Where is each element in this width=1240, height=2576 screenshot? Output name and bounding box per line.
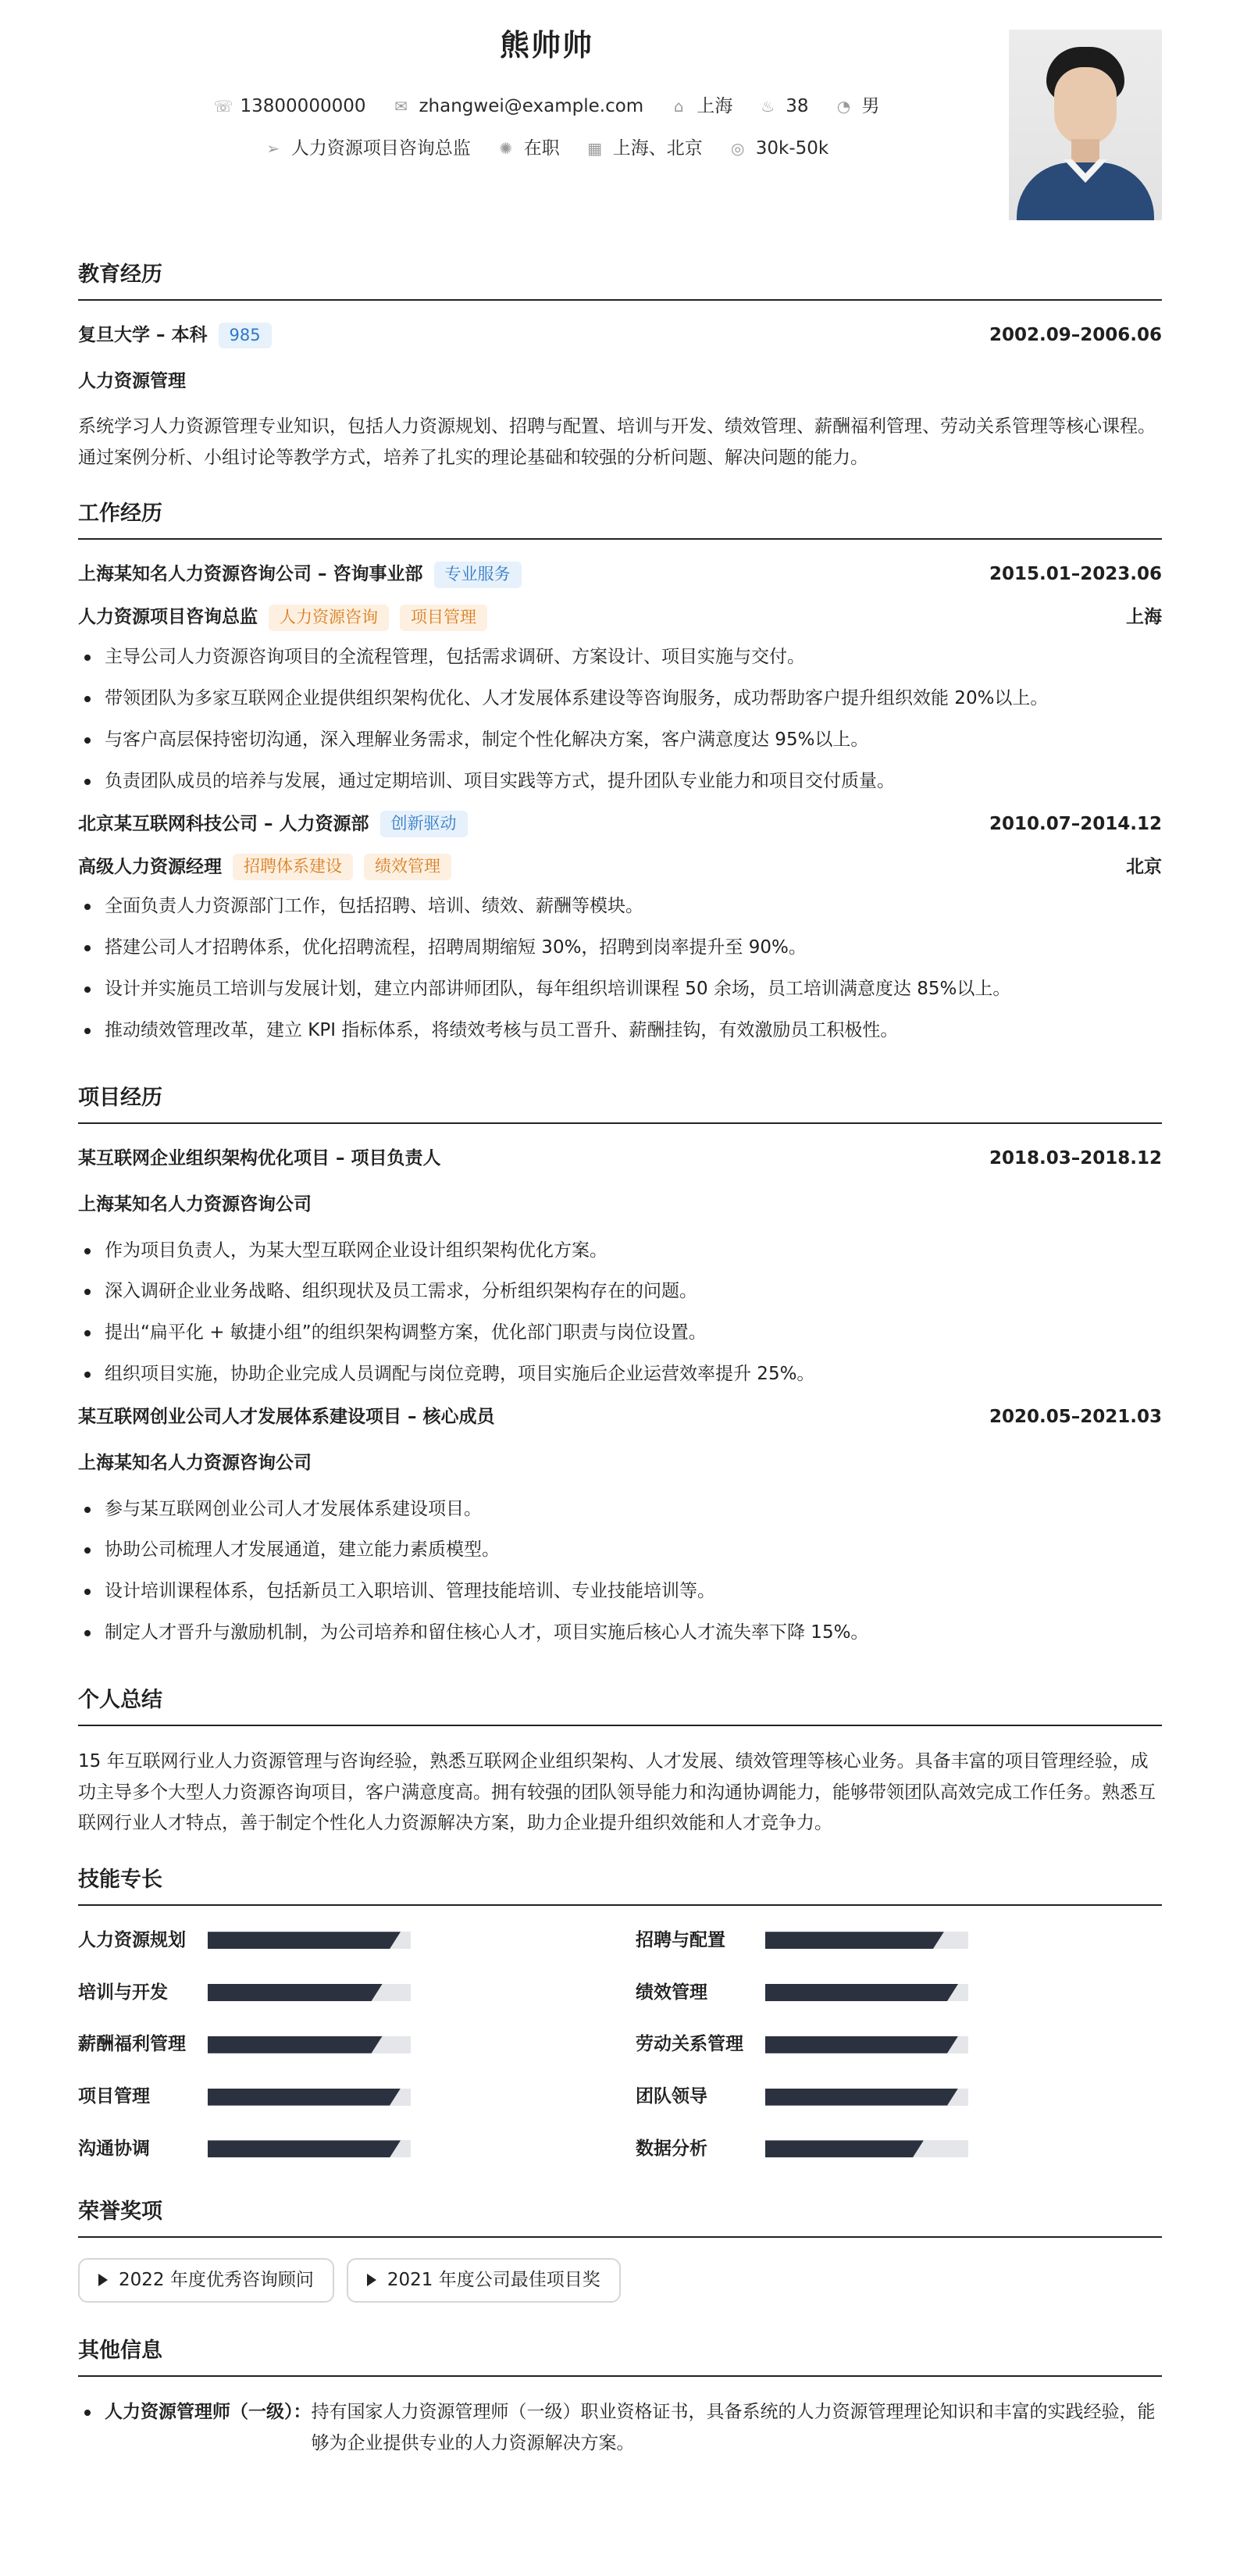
skill-bar-fill	[765, 1932, 944, 1949]
other-info-item	[78, 2397, 1162, 2459]
skill-bar	[208, 1932, 411, 1949]
job-role-tag: 招聘体系建设	[233, 854, 353, 880]
skill-item	[636, 1978, 1162, 2007]
status-text: 在职	[523, 138, 560, 159]
cake-icon: ♨	[761, 97, 775, 116]
job-bullet: 设计并实施员工培训与发展计划，建立内部讲师团队，每年组织培训课程 50 余场，员工培训满意度达 85%以上。	[78, 975, 1162, 1004]
job-role-tag: 绩效管理	[364, 854, 451, 880]
target-city-text: 上海、北京	[612, 138, 703, 159]
resume-header	[78, 0, 1162, 234]
projects-section	[78, 1081, 1162, 1647]
summary-section	[78, 1683, 1162, 1839]
project-bullets	[78, 1236, 1162, 1389]
project-date: 2018.03–2018.12	[989, 1147, 1162, 1168]
projects-list	[78, 1144, 1162, 1647]
education-row	[78, 321, 1162, 350]
awards-list	[78, 2258, 1162, 2303]
job-company-row	[78, 560, 1162, 589]
skill-bar-fill	[765, 1984, 958, 2001]
play-icon	[367, 2274, 376, 2286]
position-info	[265, 134, 471, 163]
skill-item	[636, 2135, 1162, 2164]
contact-line-2	[78, 134, 1015, 163]
email-info	[392, 92, 643, 121]
position-text: 人力资源项目咨询总监	[290, 138, 471, 159]
skill-name: 劳动关系管理	[636, 2034, 743, 2055]
project-bullet: 组织项目实施，协助企业完成人员调配与岗位竞聘，项目实施后企业运营效率提升 25%。	[78, 1360, 1162, 1389]
skills-section	[78, 1863, 1162, 2164]
project-bullets	[78, 1495, 1162, 1647]
skill-bar	[208, 2140, 411, 2157]
skill-bar-fill	[208, 2140, 401, 2157]
skill-bar-fill	[208, 2089, 401, 2106]
project-row	[78, 1144, 1162, 1173]
skill-bar-fill	[765, 2140, 924, 2157]
other-info-text: 持有国家人力资源管理师（一级）职业资格证书，具备系统的人力资源管理理论知识和丰富的实践经验，能够为企业提供专业的人力资源解决方案。	[311, 2401, 1156, 2453]
job-date: 2015.01–2023.06	[989, 564, 1162, 585]
city-text: 上海	[697, 96, 733, 116]
skill-bar	[765, 1932, 968, 1949]
job-bullets	[78, 643, 1162, 795]
job-location: 上海	[1126, 607, 1162, 628]
job-role-tag: 项目管理	[400, 605, 487, 631]
send-icon: ➢	[266, 139, 280, 159]
job-role: 高级人力资源经理	[78, 856, 222, 877]
job-bullet: 与客户高层保持密切沟通，深入理解业务需求，制定个性化解决方案，客户满意度达 95%以上。	[78, 726, 1162, 755]
skill-bar-fill	[765, 2036, 958, 2053]
job-bullet: 全面负责人力资源部门工作，包括招聘、培训、绩效、薪酬等模块。	[78, 892, 1162, 921]
projects-title: 项目经历	[78, 1081, 1162, 1124]
city-info	[670, 92, 732, 121]
job-role-group	[78, 853, 451, 882]
job-role: 人力资源项目咨询总监	[78, 607, 258, 628]
education-major: 人力资源管理	[78, 371, 186, 392]
skill-name: 绩效管理	[636, 1982, 707, 2003]
project-entry	[78, 1403, 1162, 1647]
job-company-tag: 专业服务	[434, 562, 522, 588]
job-company-group	[78, 560, 522, 589]
skill-item	[636, 2082, 1162, 2111]
project-org: 上海某知名人力资源咨询公司	[78, 1452, 312, 1473]
project-bullet: 制定人才晋升与激励机制，为公司培养和留住核心人才，项目实施后核心人才流失率下降 15%。	[78, 1618, 1162, 1647]
project-bullet: 提出“扁平化 + 敏捷小组”的组织架构调整方案，优化部门职责与岗位设置。	[78, 1318, 1162, 1347]
skill-bar-fill	[208, 1984, 383, 2001]
skills-grid	[78, 1926, 1162, 2164]
job-company-row	[78, 809, 1162, 838]
project-name: 某互联网企业组织架构优化项目 – 项目负责人	[78, 1147, 441, 1168]
summary-text: 15 年互联网行业人力资源管理与咨询经验，熟悉互联网企业组织架构、人才发展、绩效管理等核心业务。具备丰富的项目管理经验，成功主导多个大型人力资源咨询项目，客户满意度高。拥有较强的团队领导能力和沟通协调能力，能够带领团队高效完成工作任务。熟悉互联网行业人才特点，善于制定个性化人力资源解决方案，助力企业提升组织效能和人才竞争力。	[78, 1750, 1156, 1834]
education-section	[78, 258, 1162, 473]
skill-bar	[765, 1984, 968, 2001]
skill-name: 沟通协调	[78, 2139, 150, 2159]
status-icon: ✺	[499, 139, 513, 159]
skill-bar-fill	[765, 2089, 958, 2106]
skill-bar	[208, 2036, 411, 2053]
job-bullet: 主导公司人力资源咨询项目的全流程管理，包括需求调研、方案设计、项目实施与交付。	[78, 643, 1162, 672]
project-date: 2020.05–2021.03	[989, 1406, 1162, 1427]
skill-bar	[765, 2140, 968, 2157]
skill-item	[636, 2030, 1162, 2059]
contact-line-1	[78, 92, 1015, 121]
project-entry	[78, 1144, 1162, 1389]
project-bullet: 设计培训课程体系，包括新员工入职培训、管理技能培训、专业技能培训等。	[78, 1577, 1162, 1606]
awards-title: 荣誉奖项	[78, 2195, 1162, 2238]
phone-icon: ☏	[213, 97, 233, 116]
project-bullet: 协助公司梳理人才发展通道，建立能力素质模型。	[78, 1536, 1162, 1565]
job-bullet: 推动绩效管理改革，建立 KPI 指标体系，将绩效考核与员工晋升、薪酬挂钩，有效激励员工积极性。	[78, 1016, 1162, 1045]
school-name: 复旦大学 – 本科	[78, 325, 208, 346]
skill-item	[78, 1978, 604, 2007]
avatar	[1009, 30, 1162, 220]
education-date: 2002.09–2006.06	[989, 325, 1162, 346]
skill-bar	[765, 2089, 968, 2106]
age-text: 38	[786, 96, 809, 116]
gender-icon: ◔	[836, 97, 851, 116]
coin-icon: ◎	[731, 139, 745, 159]
job-bullet: 负责团队成员的培养与发展，通过定期培训、项目实践等方式，提升团队专业能力和项目交付质量。	[78, 767, 1162, 796]
job-role-tag: 人力资源咨询	[269, 605, 389, 631]
target-city-info	[586, 134, 703, 163]
job-bullets	[78, 892, 1162, 1044]
gender-text: 男	[861, 96, 880, 116]
skill-bar	[765, 2036, 968, 2053]
job-role-group	[78, 603, 487, 632]
jobs-list	[78, 560, 1162, 1044]
skill-name: 人力资源规划	[78, 1929, 186, 1950]
mail-icon: ✉	[394, 97, 408, 116]
email-text: zhangwei@example.com	[419, 96, 644, 116]
salary-info	[729, 134, 828, 163]
skills-title: 技能专长	[78, 1863, 1162, 1906]
skill-item	[78, 1926, 604, 1955]
phone-text: 13800000000	[240, 96, 366, 116]
job-company: 北京某互联网科技公司 – 人力资源部	[78, 813, 369, 834]
skill-item	[78, 2082, 604, 2111]
awards-section	[78, 2195, 1162, 2303]
age-info	[759, 92, 808, 121]
skill-item	[636, 1926, 1162, 1955]
job-company-group	[78, 810, 468, 839]
play-icon	[98, 2274, 108, 2286]
job-bullet: 搭建公司人才招聘体系，优化招聘流程，招聘周期缩短 30%，招聘到岗率提升至 90%。	[78, 933, 1162, 962]
skill-name: 团队领导	[636, 2086, 707, 2107]
project-org: 上海某知名人力资源咨询公司	[78, 1193, 312, 1215]
project-bullet: 参与某互联网创业公司人才发展体系建设项目。	[78, 1495, 1162, 1524]
job-role-row	[78, 852, 1162, 881]
job-location: 北京	[1126, 856, 1162, 877]
job-entry	[78, 560, 1162, 795]
award-label: 2022 年度优秀咨询顾问	[119, 2269, 314, 2290]
skill-name: 项目管理	[78, 2086, 150, 2107]
project-bullet: 作为项目负责人，为某大型互联网企业设计组织架构优化方案。	[78, 1236, 1162, 1265]
job-entry	[78, 809, 1162, 1044]
status-info	[497, 134, 560, 163]
skill-name: 招聘与配置	[636, 1929, 725, 1950]
other-info-label: 人力资源管理师（一级）：	[105, 2401, 312, 2422]
education-desc: 系统学习人力资源管理专业知识，包括人力资源规划、招聘与配置、培训与开发、绩效管理、薪酬福利管理、劳动关系管理等核心课程。通过案例分析、小组讨论等教学方式，培养了扎实的理论基础和较强的分析问题、解决问题的能力。	[78, 416, 1156, 468]
other-list	[78, 2397, 1162, 2459]
job-date: 2010.07–2014.12	[989, 813, 1162, 834]
phone-info	[214, 92, 366, 121]
work-title: 工作经历	[78, 497, 1162, 540]
skill-name: 薪酬福利管理	[78, 2034, 186, 2055]
award-item[interactable]	[78, 2258, 334, 2303]
building-icon: ▦	[587, 139, 603, 159]
job-bullet: 带领团队为多家互联网企业提供组织架构优化、人才发展体系建设等咨询服务，成功帮助客户提升组织效能 20%以上。	[78, 684, 1162, 713]
award-item[interactable]	[347, 2258, 621, 2303]
skill-bar	[208, 1984, 411, 2001]
project-bullet: 深入调研企业业务战略、组织现状及员工需求，分析组织架构存在的问题。	[78, 1277, 1162, 1306]
award-label: 2021 年度公司最佳项目奖	[387, 2269, 600, 2290]
project-name: 某互联网创业公司人才发展体系建设项目 – 核心成员	[78, 1406, 495, 1427]
skill-name: 培训与开发	[78, 1982, 168, 2003]
other-section	[78, 2334, 1162, 2459]
job-company-tag: 创新驱动	[380, 811, 468, 837]
job-role-row	[78, 603, 1162, 632]
skill-item	[78, 2030, 604, 2059]
skill-bar-fill	[208, 1932, 401, 1949]
other-title: 其他信息	[78, 2334, 1162, 2377]
gender-info	[835, 92, 879, 121]
work-section	[78, 497, 1162, 1045]
summary-title: 个人总结	[78, 1683, 1162, 1726]
candidate-name: 熊帅帅	[499, 28, 593, 62]
project-row	[78, 1403, 1162, 1432]
salary-text: 30k-50k	[755, 138, 829, 159]
job-company: 上海某知名人力资源咨询公司 – 咨询事业部	[78, 564, 423, 585]
skill-bar	[208, 2089, 411, 2106]
skill-bar-fill	[208, 2036, 383, 2053]
skill-name: 数据分析	[636, 2139, 707, 2159]
skill-item	[78, 2135, 604, 2164]
education-title: 教育经历	[78, 258, 1162, 301]
school-tag: 985	[219, 323, 272, 349]
home-icon: ⌂	[673, 97, 684, 116]
